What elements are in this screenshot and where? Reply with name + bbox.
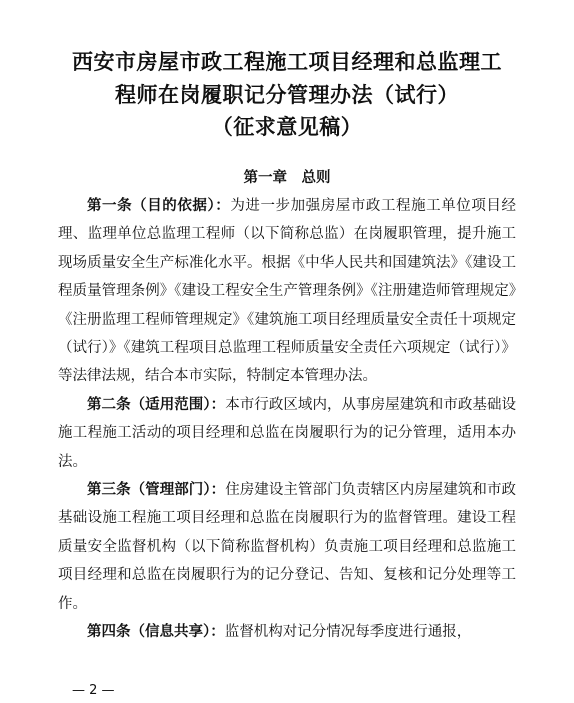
document-body	[58, 192, 516, 647]
article-4-heading: 第四条（信息共享）：	[87, 624, 225, 641]
article-4	[58, 618, 516, 646]
article-1-text: 为进一步加强房屋市政工程施工单位项目经理、监理单位总监理工程师（以下简称总监）在岗履职管理，提升施工现场质量安全生产标准化水平。根据《中华人民共和国建筑法》《建设工程质量管理条例》《建设工程安全生产管理条例》《注册建造师管理规定》《注册监理工程师管理规定》《建筑施工项目经理质量安全责任十项规定（试行）》《建筑工程项目总监理工程师质量安全责任六项规定（试行）》等法律法规，结合本市实际，特制定本管理办法。	[58, 198, 516, 385]
chapter-heading: 第一章 总则	[243, 170, 331, 186]
article-2-heading: 第二条（适用范围）：	[87, 396, 226, 413]
document-subtitle-draft: （征求意见稿）	[211, 114, 363, 139]
article-4-text: 监督机构对记分情况每季度进行通报，	[224, 624, 472, 641]
page-number: — 2 —	[72, 683, 115, 698]
article-3-text: 住房建设主管部门负责辖区内房屋建筑和市政基础设施工程施工项目经理和总监在岗履职行为的监督管理。建设工程质量安全监督机构（以下简称监督机构）负责施工项目经理和总监施工项目经理和总监在岗履职行为的记分登记、告知、复核和记分处理等工作。	[58, 482, 517, 612]
article-3	[58, 476, 516, 618]
article-1	[58, 192, 516, 391]
document-title-line-1: 西安市房屋市政工程施工项目经理和总监理工	[72, 49, 502, 74]
article-2	[58, 391, 516, 476]
article-3-heading: 第三条（管理部门）：	[87, 482, 226, 499]
article-1-heading: 第一条（目的依据）：	[87, 198, 231, 214]
document-title-line-2: 程师在岗履职记分管理办法（试行）	[115, 82, 459, 107]
article-2-text: 本市行政区域内，从事房屋建筑和市政基础设施工程施工活动的项目经理和总监在岗履职行为的记分管理，适用本办法。	[58, 396, 517, 470]
